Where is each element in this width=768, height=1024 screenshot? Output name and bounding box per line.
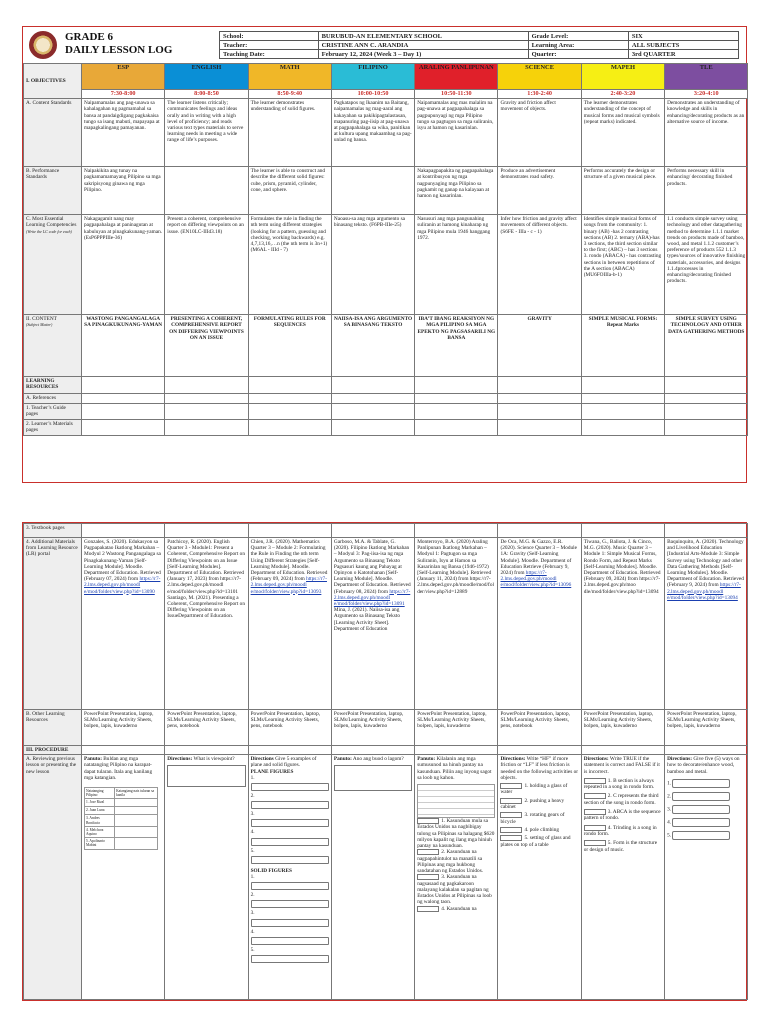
subject-science: SCIENCE bbox=[498, 64, 581, 90]
row-cell: Nasusuri ang mga pangunahing suliranin at hamong kinaharap ng mga Pilipino mula 1946 hanggang 1972. bbox=[415, 215, 498, 315]
row-cell bbox=[498, 746, 581, 755]
small-blank bbox=[500, 783, 522, 789]
info-cell: February 12, 2024 (Week 3 – Day 1) bbox=[318, 50, 528, 59]
info-cell: BURUBUD-AN ELEMENTARY SCHOOL bbox=[318, 32, 528, 41]
row-label: LEARNING RESOURCES bbox=[24, 377, 82, 394]
grade-title: GRADE 6 bbox=[65, 31, 113, 43]
blank-line bbox=[251, 801, 329, 809]
row-cell: Naipamamalas ang mas malalim na pag-unawa at pagpapahalaga sa pagpupunyagi ng mga Pilipino tungo sa pagtugon sa mga suliranin, isyu at hamon ng kasarinlan. bbox=[415, 99, 498, 167]
small-blank bbox=[500, 812, 522, 818]
blank-num: 1. bbox=[250, 774, 255, 781]
info-table bbox=[219, 31, 739, 59]
tle-blank bbox=[672, 805, 730, 814]
row-cell bbox=[498, 377, 581, 394]
subject-tle: TLE bbox=[665, 64, 748, 90]
info-cell: Quarter: bbox=[528, 50, 628, 59]
ref-text: Garboso, M.A. & Tablate, G. (2020). Filipino Ikatlong Markahan – Modyul 3: Pag-iisa-isa ng mga Argumento sa Binasang Teksto Pagsasuri kaung ang Pahayag at Opinyon o Katotohanan [Self-Learning Module]. Moodle. Department of Education. Retrieved (February 08, 2024) from bbox=[333, 539, 411, 595]
row-cell bbox=[415, 419, 498, 435]
subject-araling-panlipunan: ARALING PANLIPUNAN bbox=[415, 64, 498, 90]
row-cell bbox=[248, 377, 331, 394]
directions-text: Buldan ang mga natatanging Pilipino na karapat-dapat tularan. Itala ang kanilang mga katangian. bbox=[84, 756, 153, 781]
time-cell: 2:40-3:20 bbox=[581, 90, 664, 99]
time-cell: 8:50-9:40 bbox=[248, 90, 331, 99]
directions-text: Ano ang buod o lagom? bbox=[351, 756, 404, 763]
directions-head: Panuto: bbox=[84, 756, 102, 763]
small-blank bbox=[584, 825, 606, 831]
esp-tbl-cell bbox=[115, 815, 158, 826]
mapeh-item: 3. ABCA is the sequence pattern of rondo. bbox=[583, 809, 661, 822]
row-cell bbox=[665, 419, 748, 435]
directions-text: Write TRUE if the statement is correct and FALSE if it is incorrect. bbox=[583, 756, 660, 775]
directions bbox=[84, 756, 162, 781]
ap-item: 2. Kasunduan na nagpapahintulot na manatili sa Pilipinas ang mga hukbong sandatahan ng Estados Unidos. bbox=[417, 849, 484, 875]
directions-head: Directions: bbox=[500, 756, 526, 763]
blank-num: 5. bbox=[250, 946, 255, 953]
directions bbox=[334, 756, 412, 762]
row-cell: The learner demonstrates understanding of the concept of musical forms and musical symbols (repeat marks) indicated. bbox=[581, 99, 664, 167]
blank-num: 4. bbox=[250, 829, 255, 836]
blank-num: 3. bbox=[250, 910, 255, 917]
time-cell: 8:00-8:50 bbox=[165, 90, 248, 99]
additional-cell bbox=[415, 538, 498, 710]
info-cell: ALL SUBJECTS bbox=[628, 41, 738, 50]
info-cell: School: bbox=[220, 32, 319, 41]
page-two bbox=[22, 522, 747, 1001]
directions bbox=[167, 756, 245, 762]
row-cell: IBA’T IBANG REAKSIYON NG MGA PILIPINO SA MGA EPEKTO NG PAGSASARILI NG BANSA bbox=[415, 315, 498, 377]
row-cell bbox=[165, 746, 248, 755]
row-cell: WASTONG PANGANGALAGA SA PINAGKUKUNANG-YAMAN bbox=[82, 315, 165, 377]
other-cell: PowerPoint Presentation, laptop, SLMs/Learning Activity Sheets, bolpen, lapis, kuwaderno bbox=[331, 710, 414, 746]
learners-materials-row bbox=[24, 419, 748, 435]
tle-blank bbox=[672, 779, 730, 788]
blank-line bbox=[251, 955, 329, 963]
row-cell: PRESENTING A COHERENT, COMPREHENSIVE REPORT ON DIFFERING VIEWPOINTS ON AN ISSUE bbox=[165, 315, 248, 377]
info-cell: Grade Level: bbox=[528, 32, 628, 41]
ap-item: 3. Kasunduan na nagsasaad ng pagkakaroon malayang kalakalan sa pagitan ng Estados Unidos at Pilipinas sa loob ng walong taon. bbox=[417, 874, 492, 906]
row-cell: GRAVITY bbox=[498, 315, 581, 377]
ref-link[interactable]: https://r7-2.lms.deped.gov.ph/moodl e/mod/folder/view.php?id=13096 bbox=[500, 570, 572, 589]
choices-box bbox=[417, 784, 495, 818]
esp-tbl-cell: 4. Melchora Aquino bbox=[85, 826, 115, 837]
row-label-text: II. CONTENT bbox=[26, 316, 57, 323]
row-cell bbox=[331, 377, 414, 394]
row-cell bbox=[331, 524, 414, 538]
row-cell bbox=[331, 167, 414, 215]
small-blank bbox=[584, 778, 606, 784]
row-cell: Formulates the rule in finding the nth term using different strategies (looking for a pattern, guessing and checking, working backwards) e.g. 4,7,13,16,…n (the nth term is 3n+1) (M6AL - IIId - 7) bbox=[248, 215, 331, 315]
ref-link[interactable]: https://r7-2.lms.deped.gov.ph/moodl e/mod/folder/view.php?id=13093 bbox=[250, 576, 327, 595]
small-blank bbox=[417, 818, 439, 824]
directions-text: Kilalanin ang mga sumusunod na hinuh pantay na kasunduan. Piliin ang inyong sagot sa loob ng kahon. bbox=[417, 756, 492, 781]
tle-item: 3. bbox=[667, 805, 745, 814]
info-row bbox=[220, 41, 739, 50]
row-cell bbox=[581, 419, 664, 435]
ref-link[interactable]: https://r7-2.lms.deped.gov.ph/moodl e/mod/folder/view.php?id=13091 bbox=[333, 588, 411, 608]
row-cell: Produce an advertisement demonstrates road safety. bbox=[498, 167, 581, 215]
sci-item: 4. pole climbing bbox=[500, 827, 578, 833]
row-label bbox=[24, 215, 82, 315]
info-row bbox=[220, 50, 739, 59]
review-ap bbox=[415, 755, 498, 1000]
row-cell bbox=[415, 377, 498, 394]
blank-line bbox=[251, 919, 329, 927]
row-label: A. Reviewing previous lesson or presenting the new lesson bbox=[24, 755, 82, 1000]
info-row bbox=[220, 32, 739, 41]
row-label: B. Other Learning Resources bbox=[24, 710, 82, 746]
row-cell bbox=[415, 746, 498, 755]
ref-link[interactable]: https://r7-2.lms.deped.gov.ph/moodl e/mod/folder/view.php?id=13094 bbox=[667, 582, 741, 601]
row-cell bbox=[415, 394, 498, 404]
row-cell bbox=[165, 419, 248, 435]
esp-tbl-cell bbox=[115, 799, 158, 807]
row-cell bbox=[665, 524, 748, 538]
page-one bbox=[22, 26, 747, 483]
time-cell: 3:20-4:10 bbox=[665, 90, 748, 99]
other-cell: PowerPoint Presentation, laptop, SLMs/Learning Activity Sheets, bolpen, lapis, kuwaderno bbox=[581, 710, 664, 746]
time-cell: 7:30-8:00 bbox=[82, 90, 165, 99]
row-cell bbox=[82, 746, 165, 755]
blank-line bbox=[251, 819, 329, 827]
row-cell: Pagkatapos ng Ikaanim na Baitang, naipamamalas ng mag-aaral ang kakayahan sa pakikipagtalastasan, mapanuring pag-iisip at pag-unawa at pagpapahalaga sa wika, panitikan at kultura upang makaambag sa pag-unlad ng bansa. bbox=[331, 99, 414, 167]
procedure-label: III. PROCEDURE bbox=[24, 746, 82, 755]
sci-item: 3. rotating gears of bicycle bbox=[500, 812, 565, 825]
info-cell: Learning Area: bbox=[528, 41, 628, 50]
review-math bbox=[248, 755, 331, 1000]
ref-text: De Oca, M.G. & Gazzo, E.R. (2020). Science Quarter 3 – Module 1A: Gravity (Self-Learning Module]. Moodle. Department of Education Retrieve (February 9, 2024) from bbox=[500, 539, 577, 577]
subject-esp: ESP bbox=[82, 64, 165, 90]
row-cell: NAIISA-ISA ANG ARGUMENTO SA BINASANG TEKSTO bbox=[331, 315, 414, 377]
directions-head: Directions bbox=[250, 756, 274, 763]
tle-item: 1. bbox=[667, 779, 745, 788]
row-cell: Infer how friction and gravity affect movements of different objects. (S6FE - IIIa - c - 1) bbox=[498, 215, 581, 315]
teachers-guide-row bbox=[24, 404, 748, 419]
esp-tbl-cell: 1. Jose Rizal bbox=[85, 799, 115, 807]
row-label-text: B. Performance Standards bbox=[26, 168, 60, 181]
row-cell bbox=[498, 419, 581, 435]
title-block bbox=[65, 31, 172, 57]
subject-header-row bbox=[24, 64, 748, 90]
small-blank bbox=[584, 793, 606, 799]
row-2 bbox=[24, 215, 748, 315]
header bbox=[23, 27, 746, 63]
review-english bbox=[165, 755, 248, 1000]
directions bbox=[667, 756, 745, 775]
other-cell: PowerPoint Presentation, laptop, SLMs/Learning Activity Sheets, pens, notebook bbox=[165, 710, 248, 746]
directions bbox=[584, 756, 662, 775]
resources-procedure-table bbox=[23, 523, 748, 1000]
row-label: 3. Textbook pages bbox=[24, 524, 82, 538]
row-cell: The learner demonstrates understanding of solid figures. bbox=[248, 99, 331, 167]
blank-num: 4. bbox=[250, 928, 255, 935]
sci-item: 2. pushing a heavy cabinet bbox=[500, 797, 565, 811]
directions-head: Directions: bbox=[167, 756, 193, 763]
row-cell bbox=[331, 746, 414, 755]
objectives-label: I. OBJECTIVES bbox=[24, 64, 82, 99]
row-cell: Gravity and friction affect movement of objects. bbox=[498, 99, 581, 167]
directions-text: What is viewpoint? bbox=[192, 756, 235, 763]
references-row bbox=[24, 394, 748, 404]
info-cell: SIX bbox=[628, 32, 738, 41]
row-cell: Naoasu-sa ang mga argumento sa binasang teksto. (F6PB-IIIe-25) bbox=[331, 215, 414, 315]
blank-num: 5. bbox=[250, 847, 255, 854]
esp-tbl-head: Katangiang nais tularan sa kanila bbox=[115, 788, 158, 799]
row-cell bbox=[82, 404, 165, 419]
row-cell bbox=[248, 524, 331, 538]
esp-tbl-cell bbox=[115, 807, 158, 815]
row-label-text: C. Most Essential Learning Competencies bbox=[26, 216, 77, 229]
row-cell bbox=[331, 404, 414, 419]
row-cell bbox=[665, 404, 748, 419]
row-0 bbox=[24, 99, 748, 167]
sci-item: 1. holding a glass of water bbox=[500, 783, 568, 796]
row-cell: Demonstrates an understanding of knowledge and skills in enhancing/decorating products as an alternative source of income. bbox=[665, 99, 748, 167]
review-mapeh bbox=[581, 755, 664, 1000]
row-cell bbox=[581, 377, 664, 394]
directions bbox=[417, 756, 495, 781]
mapeh-item: 4. Trinding is a song in rondo form. bbox=[583, 824, 657, 838]
row-label-note: (Write the LC code for each) bbox=[26, 228, 72, 234]
row-cell bbox=[331, 394, 414, 404]
row-label: 1. Teacher’s Guide pages bbox=[24, 404, 82, 419]
row-cell: SIMPLE MUSICAL FORMS: Repeat Marks bbox=[581, 315, 664, 377]
other-cell: PowerPoint Presentation, laptop, SLMs/Learning Activity Sheets, bolpen, lapis, kuwaderno bbox=[665, 710, 748, 746]
row-cell: Performs accurately the design or structure of a given musical piece. bbox=[581, 167, 664, 215]
subject-english: ENGLISH bbox=[165, 64, 248, 90]
ref-text: Monterroyo, B.A. (2020) Araling Panlipunan Ikatlong Markahan – Modyul 1: Pagtugon sa mga Suliranin, Isyu at Hamon sa Kasarinlan ng Bansa (1946-1972) [Self-Learning Module]. Retrieved (January 11, 2024) from https://r7-2.lms.deped.gov.ph/moodle/mod/folder/view.php?id=12889 bbox=[417, 539, 494, 595]
row-cell: Present a coherent, comprehensive report on differing viewpoints on an issue. (EN10LC-IIId3.18) bbox=[165, 215, 248, 315]
directions-head: Panuto: bbox=[333, 756, 352, 763]
row-cell bbox=[165, 394, 248, 404]
subject-math: MATH bbox=[248, 64, 331, 90]
row-cell: Identifies simple musical forms of songs from the community: 1. binary (AB) -has 2 contrasting sections (AB) 2. ternary (ABA)-has 3 sections, the third section similar to the first; (ABC) – has 3 sections 3. rondo (ABACA) - has contrasting sections in between repetitions of the A section (ABACA) (MU6FOIIIa-b-1) bbox=[581, 215, 664, 315]
additional-cell bbox=[581, 538, 664, 710]
row-label-note: (Subject Matter) bbox=[26, 322, 53, 328]
row-cell: Performs necessary skill in enhancing/ decorating finished products. bbox=[665, 167, 748, 215]
ref-link[interactable]: https://r7-2.lms.deped.gov.ph/moodl e/mod/folder/view.php?id=13090 bbox=[84, 576, 161, 595]
directions-head: Directions: bbox=[583, 756, 609, 763]
row-cell bbox=[165, 167, 248, 215]
other-cell: PowerPoint Presentation, laptop, SLMs/Learning Activity Sheets, bolpen, lapis, kuwaderno bbox=[82, 710, 165, 746]
row-cell bbox=[248, 404, 331, 419]
mapeh-item: 2. C represents the third section of the song in rondo form. bbox=[583, 793, 659, 806]
row-cell bbox=[498, 524, 581, 538]
info-cell: Teaching Date: bbox=[220, 50, 319, 59]
directions bbox=[251, 756, 329, 768]
small-blank bbox=[584, 809, 606, 815]
row-cell bbox=[82, 524, 165, 538]
subject-mapeh: MAPEH bbox=[581, 64, 664, 90]
row-cell bbox=[581, 404, 664, 419]
subject-filipino: FILIPINO bbox=[331, 64, 414, 90]
time-row bbox=[24, 90, 748, 99]
ref-text: Patchicoy, R. (2020). English Quarter 3 - Module1: Present a Coherent, Comprehensive Report on Differing Viewpoints on an Issue [Self-Learning Modules]. Department of Education. Retrieved (January 17, 2023) from https://r7-2.lms.deped.gov.ph/moodl e/mod/folder/view.php?id=13101 Santiago, M. (2021). Presenting a Coherent, Comprehensive Report on Differing Viewpoints on an IssueDepartment of Education. bbox=[167, 539, 245, 620]
directions-head: Panuto: bbox=[417, 756, 436, 763]
row-cell bbox=[581, 524, 664, 538]
other-resources-row bbox=[24, 710, 748, 746]
review-esp bbox=[82, 755, 165, 1000]
row-cell: SIMPLE SURVEY USING TECHNOLOGY AND OTHER DATA GATHERING METHODS bbox=[665, 315, 748, 377]
blank-num: 2. bbox=[250, 793, 255, 800]
ref-text: Baquinquito, A. (2020). Technology and Livelihood Education [Industrial Arts-Module 3: Simple Survey using Technology and other Data Gathering Methods [Self-Learning Modules]. Moodle. Department of Education. Retrieved (February 9, 2024) from bbox=[667, 539, 744, 589]
ap-item: 1. Kasunduan mula sa Estados Unidos na nagbibigay tulong sa Pilipinas sa halagang $620 milyon kapalit ng ilang mga hiniuh pantay na kasunduan. bbox=[417, 818, 495, 850]
row-cell bbox=[248, 419, 331, 435]
blank-line bbox=[251, 900, 329, 908]
blank-line bbox=[251, 856, 329, 864]
row-cell bbox=[331, 419, 414, 435]
tle-blank bbox=[672, 818, 730, 827]
blank-num: 2. bbox=[250, 892, 255, 899]
row-cell: The learner is able to construct and describe the different solid figures: cube, prism, pyramid, cylinder, cone, and sphere. bbox=[248, 167, 331, 215]
time-cell: 1:30-2:40 bbox=[498, 90, 581, 99]
time-cell: 10:00-10:50 bbox=[331, 90, 414, 99]
info-cell: CRISTINE ANN C. ARANDIA bbox=[318, 41, 528, 50]
blank-line bbox=[251, 783, 329, 791]
small-blank bbox=[417, 874, 439, 880]
objectives-table bbox=[23, 63, 748, 436]
ref-text: Tiwana, G., Baliota, J. & Cinco, M.G. (2020). Music Quarter 3 – Module 1: Simple Musical Forms, Rondo Form, and Repeat Marks [Self-Learning Modules]. Moodle. Department of Education. Retrieved (February 09, 2024) from https://r7-2.lms.deped.gov.ph/moo dle/mod/folder/view.php?id=13094 bbox=[583, 539, 661, 595]
deped-seal-icon bbox=[29, 31, 57, 59]
small-blank bbox=[417, 849, 439, 855]
tle-item: 2. bbox=[667, 792, 745, 801]
row-cell bbox=[665, 746, 748, 755]
directions-text: Give five (5) ways on how to decorate/enhance wood, bamboo and metal. bbox=[667, 756, 740, 775]
additional-cell bbox=[165, 538, 248, 710]
row-cell bbox=[665, 394, 748, 404]
row-3 bbox=[24, 315, 748, 377]
row-cell bbox=[498, 404, 581, 419]
info-cell: Teacher: bbox=[220, 41, 319, 50]
row-cell bbox=[415, 524, 498, 538]
additional-cell bbox=[248, 538, 331, 710]
esp-tbl-cell bbox=[115, 826, 158, 837]
tle-item: 5. bbox=[667, 831, 745, 840]
other-cell: PowerPoint Presentation, laptop, SLMs/Learning Activity Sheets, bolpen, lapis, kuwaderno bbox=[415, 710, 498, 746]
review-tle bbox=[665, 755, 748, 1000]
review-science bbox=[498, 755, 581, 1000]
other-cell: PowerPoint Presentation, laptop, SLMs/Learning Activity Sheets, pens, notebook bbox=[498, 710, 581, 746]
row-label bbox=[24, 167, 82, 215]
procedure-row bbox=[24, 746, 748, 755]
row-cell bbox=[415, 404, 498, 419]
other-cell: PowerPoint Presentation, laptop, SLMs/Learning Activity Sheets, pens, notebook bbox=[248, 710, 331, 746]
row-cell bbox=[665, 377, 748, 394]
ap-item: 4. Kasunduan na bbox=[417, 906, 495, 912]
row-label-text: A. Content Standards bbox=[26, 100, 72, 107]
row-cell bbox=[498, 394, 581, 404]
directions bbox=[500, 756, 578, 781]
row-cell bbox=[165, 377, 248, 394]
review-row bbox=[24, 755, 748, 1000]
row-cell bbox=[82, 377, 165, 394]
time-cell: 10:50-11:30 bbox=[415, 90, 498, 99]
small-blank bbox=[584, 840, 606, 846]
blank-num: 3. bbox=[250, 811, 255, 818]
textbook-row bbox=[24, 524, 748, 538]
row-cell bbox=[581, 746, 664, 755]
tle-blank bbox=[672, 831, 730, 840]
additional-cell bbox=[331, 538, 414, 710]
sci-item: 5. setting of glass and plates on top of a table bbox=[500, 835, 571, 848]
log-title: DAILY LESSON LOG bbox=[65, 44, 173, 56]
additional-cell bbox=[498, 538, 581, 710]
directions-text: Give 5 examples of plane and solid figures. bbox=[250, 756, 317, 769]
small-blank bbox=[417, 906, 439, 912]
mapeh-item: 5. Form is the structure or design of music. bbox=[583, 840, 658, 853]
blank-line bbox=[251, 882, 329, 890]
additional-cell bbox=[82, 538, 165, 710]
row-label: 2. Learner’s Materials pages bbox=[24, 419, 82, 435]
solid-figures-title: SOLID FIGURES bbox=[250, 867, 292, 874]
additional-materials-row bbox=[24, 538, 748, 710]
row-cell bbox=[165, 404, 248, 419]
row-cell: Nakagagamit nang may pagpapahalaga at paninagutan at kabuluyan at pinagkakunang-yaman. (EsP6PPPIIIe-36) bbox=[82, 215, 165, 315]
row-cell bbox=[248, 746, 331, 755]
row-label bbox=[24, 99, 82, 167]
review-filipino bbox=[331, 755, 414, 1000]
esp-tbl-cell bbox=[115, 838, 158, 849]
blank-num: 1. bbox=[250, 874, 255, 881]
row-cell: Naipakikita ang tunay na pagkamamamayang Pilipino sa mga sakripisyong ginawa ng mga Pilipino. bbox=[82, 167, 165, 215]
row-cell: Naipamamalas ang pag-unawa sa kahalagahan ng pagmamahal sa bansa at pandaigdigang pagkakaisa tungo sa isang mabuti, mapayapa at mapagkalingang pamayanan. bbox=[82, 99, 165, 167]
ref-text: Gonzales, S. (2020). Edukasyon sa Pagpapakatao Ikatlong Markahan – Modyul 2 Wastong Pangangalaga sa Pinagkakunang-Yaman [Self-Learning Module]. Moodle. Department of Education. Retrieved (February 07, 2024) from bbox=[84, 539, 161, 583]
row-cell bbox=[165, 524, 248, 538]
row-cell: Nakapagpapakita ng pagpapahalaga at kontribusyon ng mga nagpunyaging mga Pilipino sa pagkamit ng ganap na kalayaan at hamon ng kasarinlan. bbox=[415, 167, 498, 215]
learning-resources-row bbox=[24, 377, 748, 394]
row-cell: 1.1 conducts simple survey using technology and other datagathering method to determine 1.1.1 market trends on products made of bamboo, wood, and metal 1.1.2 customer’s preference of products 552 1.1.3 types/sources of innovative finishing materials, accessories, and designs 1.1.4processes in enhancing/decorating finished products. bbox=[665, 215, 748, 315]
row-cell: The learner listens critically; communicates feelings and ideas orally and in writing with a high level of proficiency; and reads various text types materials to serve learning needs in meeting a wide range of life’s purposes. bbox=[165, 99, 248, 167]
row-cell bbox=[82, 419, 165, 435]
row-label: A. References bbox=[24, 394, 82, 404]
answer-box bbox=[167, 765, 245, 787]
answer-box bbox=[334, 765, 412, 791]
blank-line bbox=[251, 838, 329, 846]
small-blank bbox=[500, 827, 522, 833]
directions-head: Directions: bbox=[667, 756, 692, 763]
tle-blank bbox=[672, 792, 730, 801]
esp-tbl-cell: 5. Apolinario Mabini bbox=[85, 838, 115, 849]
blank-line bbox=[251, 937, 329, 945]
row-cell bbox=[581, 394, 664, 404]
small-blank bbox=[500, 798, 522, 804]
esp-tbl-cell: 2. Juan Luna bbox=[85, 807, 115, 815]
esp-mini-table bbox=[84, 787, 158, 850]
row-cell bbox=[82, 394, 165, 404]
plane-figures-title: PLANE FIGURES bbox=[250, 768, 294, 775]
additional-cell bbox=[665, 538, 748, 710]
row-1 bbox=[24, 167, 748, 215]
row-label: 4. Additional Materials from Learning Resource (LR) portal bbox=[24, 538, 82, 710]
esp-tbl-cell: 3. Andres Bonifacio bbox=[85, 815, 115, 826]
tle-item: 4. bbox=[667, 818, 745, 827]
row-cell bbox=[248, 394, 331, 404]
info-cell: 3rd QUARTER bbox=[628, 50, 738, 59]
mapeh-item: 1. B section is always repeated in a song in rondo form. bbox=[583, 778, 655, 791]
row-cell: FORMULATING RULES FOR SEQUENCES bbox=[248, 315, 331, 377]
esp-tbl-head: Natatanging Pilipino bbox=[85, 788, 115, 799]
ref-extra: Mina, J. (2021). Naiisa-isa ang Argumento sa Binasang Teksto [Learning Activity Sheet]. Department of Education bbox=[333, 607, 400, 632]
row-label bbox=[24, 315, 82, 377]
small-blank bbox=[500, 835, 522, 841]
ref-text: Chien, J.R. (2020). Mathematics Quarter 3 – Module 2: Formulating the Rule in Finding the nth term Using Different Strategies [Self-Learning Module]. Moodle. Department of Education. Retrieved (February 09, 2024) from bbox=[250, 539, 328, 583]
directions-text: Write “HF” if more friction or “LF” if less friction is needed on the following activities or objects. bbox=[500, 756, 579, 781]
